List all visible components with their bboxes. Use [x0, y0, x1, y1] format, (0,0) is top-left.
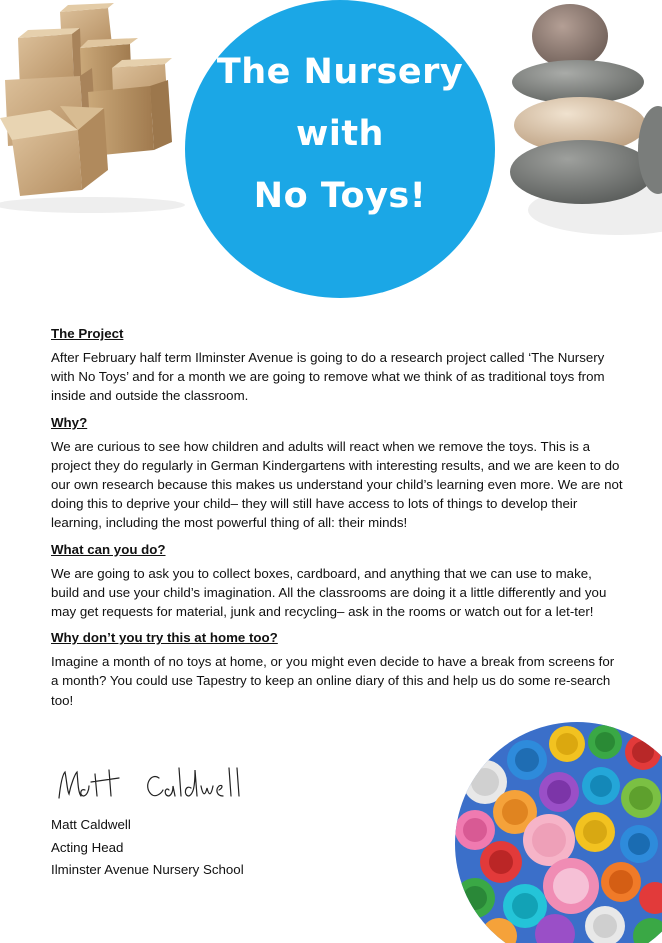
title-line-3: No Toys! — [253, 176, 427, 216]
section-what-can-you-do — [51, 541, 623, 622]
section-text: Imagine a month of no toys at home, or you might even decide to have a break from screens for a month? You could use Tapestry to keep an online diary of this and help us do some re-search too! — [51, 654, 615, 708]
section-try-at-home — [51, 629, 623, 710]
section-project — [51, 325, 623, 406]
title-line-1: The Nursery — [216, 52, 464, 92]
signoff-role: Acting Head — [51, 839, 124, 855]
section-heading: Why don’t you try this at home too? — [51, 630, 278, 646]
title-line-2: with — [296, 114, 384, 154]
signoff-school: Ilminster Avenue Nursery School — [51, 862, 244, 877]
section-text: After February half term Ilminster Avenue is going to do a research project called ‘The Nursery with No Toys’ and for a month we are going to remove what we think of as traditional toys from inside and outside the classroom. — [51, 350, 605, 404]
signoff-name: Matt Caldwell — [51, 817, 131, 832]
section-heading: What can you do? — [51, 541, 166, 557]
section-heading: The Project — [51, 326, 124, 341]
bottle-caps-image — [455, 722, 662, 943]
letter-body — [51, 325, 623, 718]
title-circle — [185, 0, 495, 298]
section-text: We are going to ask you to collect boxes, cardboard, and anything that we can use to make, build and use your child’s imagination. All the classrooms are doing it a little differently and you may get requests for material, junk and recycling– ask in the rooms or watch out for a let-ter! — [51, 565, 607, 620]
handwritten-signature — [51, 760, 311, 805]
section-why — [51, 414, 623, 533]
cardboard-boxes-image — [0, 0, 190, 215]
section-text: We are curious to see how children and adults will react when we remove the toys. This is a project they do regularly in German Kindergartens with interesting results, and we are keen to do our own research because this makes us understand your child’s learning even more. We are not doing this to deprive your child– they will still have access to lots of things to develop their learning, including the most powerful thing of all: their minds! — [51, 438, 623, 531]
page-title — [217, 41, 463, 227]
signoff-block — [51, 814, 244, 882]
stacked-stones-image — [490, 0, 662, 235]
section-heading: Why? — [51, 414, 88, 430]
